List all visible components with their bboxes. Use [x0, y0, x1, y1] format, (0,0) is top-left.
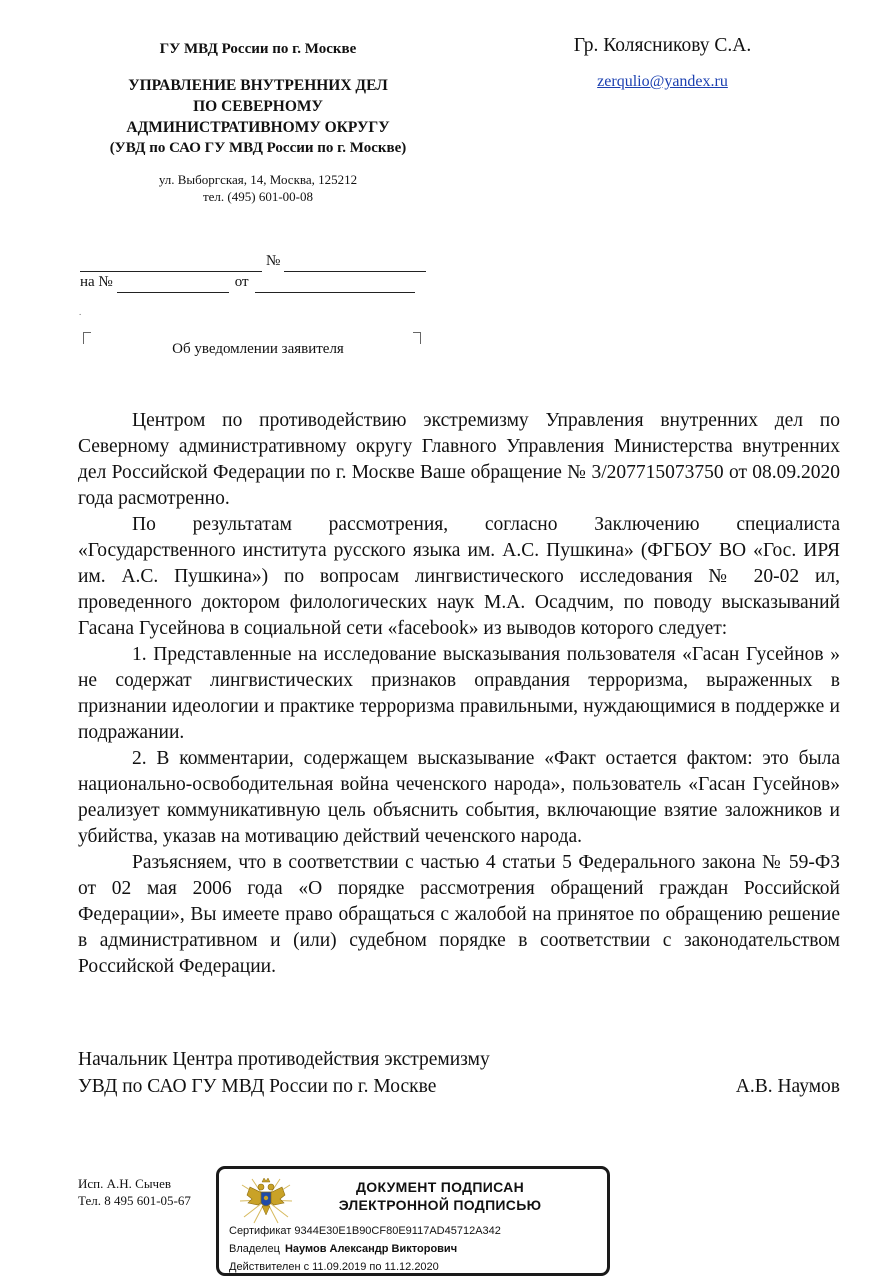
stamp-title [279, 1178, 601, 1214]
owner-value: Наумов Александр Викторович [284, 1243, 458, 1255]
in-reply-number-blank [117, 277, 229, 293]
signatory-position: Начальник Центра противодействия экстремизму [78, 1049, 490, 1070]
outgoing-number-line [80, 251, 436, 272]
date-prefix: от [234, 274, 249, 290]
body-paragraph: Разъясняем, что в соответствии с частью 4 статьи 5 Федерального закона № 59-ФЗ от 02 мая 2006 года «О порядке рассмотрения обращений граждан Российской Федерации», Вы имеете право обращаться с жалобой на принятое по обращению решение в административном и (или) судебном порядке в соответствии с законодательством Российской Федерации. [78, 852, 840, 977]
validity-row: Действителен с 11.09.2019 по 11.12.2020 [229, 1261, 439, 1273]
signatory-row [78, 1073, 840, 1100]
recipient-name: Гр. Колясникову С.А. [573, 35, 752, 56]
executor-block [78, 1175, 228, 1209]
signatory-block [78, 1046, 840, 1100]
letter-subject: Об уведомлении заявителя [172, 341, 344, 357]
number-sign: № [266, 253, 281, 269]
in-reply-date-blank [255, 277, 415, 293]
signatory-department: УВД по САО ГУ МВД России по г. Москве [78, 1076, 437, 1097]
recipient-email-link[interactable]: zerqulio@yandex.ru [597, 73, 728, 90]
in-reply-prefix: на № [80, 274, 113, 290]
form-mark: . [79, 307, 82, 317]
certificate-row [229, 1222, 501, 1240]
outgoing-number-blank [284, 256, 426, 272]
department-line: УПРАВЛЕНИЕ ВНУТРЕННИХ ДЕЛ [128, 77, 388, 94]
department-line: АДМИНИСТРАТИВНОМУ ОКРУГУ [126, 119, 390, 136]
ministry-name: ГУ МВД России по г. Москве [159, 41, 357, 57]
e-signature-stamp [216, 1166, 610, 1276]
stamp-title-line: ЭЛЕКТРОННОЙ ПОДПИСЬЮ [338, 1197, 542, 1213]
signatory-name: А.В. Наумов [735, 1076, 840, 1097]
department-line: (УВД по САО ГУ МВД России по г. Москве) [109, 140, 407, 156]
department-address [80, 171, 436, 205]
body-paragraph: 1. Представленные на исследование высказывания пользователя «Гасан Гусейнов » не содержат лингвистических признаков оправдания терроризма, выраженных в признании идеологии и практике терроризма правильными, нуждающимися в поддержке и подражании. [78, 644, 840, 743]
certificate-value: 9344E30E1B90CF80E9117AD45712A342 [294, 1225, 501, 1237]
department-name [80, 75, 436, 159]
certificate-label: Сертификат [229, 1225, 292, 1237]
address-line: ул. Выборгская, 14, Москва, 125212 [158, 172, 358, 187]
department-line: ПО СЕВЕРНОМУ [193, 98, 323, 115]
owner-label: Владелец [229, 1243, 280, 1255]
body-paragraph: По результатам рассмотрения, согласно Заключению специалиста «Государственного института русского языка им. А.С. Пушкина» (ФГБОУ ВО «Гос. ИРЯ им. А.С. Пушкина») по вопросам лингвистического исследования № 20-02 ил, проведенного доктором филологических наук М.А. Осадчим, по поводу высказываний Гасана Гусейнова в социальной сети «facebook» из выводов которого следует: [78, 514, 840, 639]
outgoing-date-blank [80, 256, 262, 272]
executor-name: Исп. А.Н. Сычев [78, 1176, 171, 1191]
body-paragraph: Центром по противодействию экстремизму Управления внутренних дел по Северному административному округу Главного Управления Министерства внутренних дел Российской Федерации по г. Москве Ваше обращение № 3/207715073750 от 08.09.2020 года расмотренно. [78, 410, 840, 509]
executor-phone: Тел. 8 495 601-05-67 [78, 1193, 191, 1208]
phone-line: тел. (495) 601-00-08 [202, 189, 313, 204]
owner-row [229, 1240, 501, 1258]
letter-body [78, 408, 840, 980]
recipient-email [540, 73, 785, 91]
stamp-title-line: ДОКУМЕНТ ПОДПИСАН [356, 1179, 524, 1195]
registration-fields [80, 251, 436, 293]
body-paragraph: 2. В комментарии, содержащем высказывание «Факт остается фактом: это была национально-освободительная война чеченского народа», пользователь «Гасан Гусейнов» реализует коммуникативную цель объяснить события, включающие взятие заложников и убийства, указав на мотивацию действий чеченского народа. [78, 748, 840, 847]
stamp-details [229, 1222, 501, 1276]
in-reply-line [80, 272, 436, 293]
